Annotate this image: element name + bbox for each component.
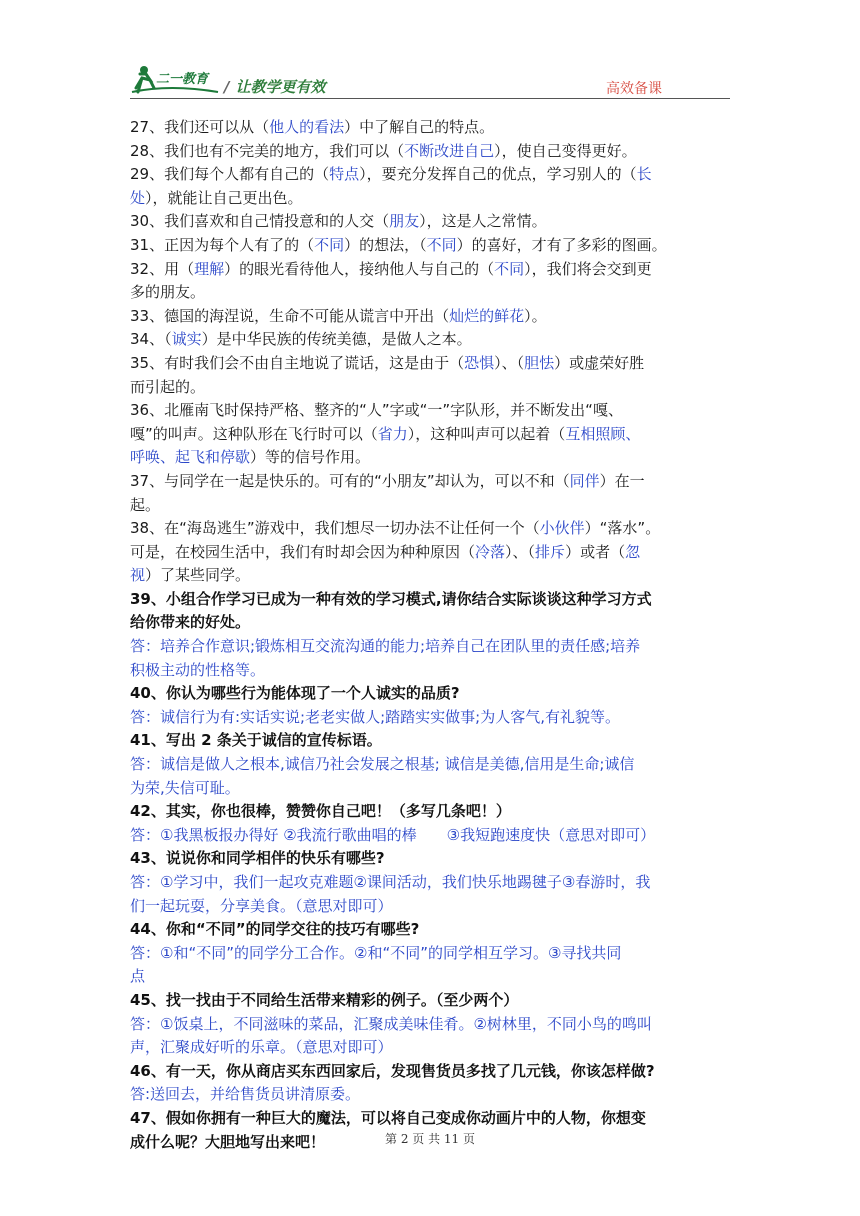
question-text: 42、其实，你也很棒，赞赞你自己吧！（多写几条吧！）	[130, 802, 511, 821]
answer-text: 声，汇聚成好听的乐章。（意思对即可）	[130, 1038, 393, 1057]
answer-text: 恐惧	[464, 353, 495, 372]
body-text: ），要充分发挥自己的优点，学习别人的（	[359, 165, 637, 184]
body-text: ）的喜好，才有了多彩的图画。	[456, 235, 667, 254]
text-line	[130, 1083, 734, 1107]
answer-text: 小伙伴	[539, 519, 585, 538]
body-text: ）的眼光看待他人，接纳他人与自己的（	[224, 259, 495, 278]
body-text: 32、用（	[130, 259, 195, 278]
text-line	[130, 305, 734, 329]
body-text: ）或虚荣好胜	[554, 353, 645, 372]
body-text: ），使自己变得更好。	[494, 141, 637, 160]
answer-text: 排斥	[535, 542, 566, 561]
body-text: 嘎”的叫声。这种队形在飞行时可以（	[130, 424, 378, 443]
text-line	[130, 163, 734, 187]
text-line	[130, 895, 734, 919]
text-line	[130, 635, 734, 659]
body-text: 28、我们也有不完美的地方，我们可以（	[130, 141, 405, 160]
body-text: ）是中华民族的传统美德，是做人之本。	[201, 330, 472, 349]
text-line	[130, 824, 734, 848]
body-text: ）在一	[599, 471, 645, 490]
text-line	[130, 258, 734, 282]
text-line	[130, 871, 734, 895]
page-footer: 第 2 页 共 11 页	[385, 1132, 475, 1146]
answer-text: 互相照顾、	[565, 424, 641, 443]
answer-text: 答:送回去，并给售货员讲清原委。	[130, 1085, 361, 1104]
text-line	[130, 399, 734, 423]
body-text: ）的想法，（	[344, 235, 427, 254]
answer-text: 他人的看法	[269, 118, 345, 136]
text-line	[130, 847, 734, 871]
text-line	[130, 423, 734, 447]
body-text: 30、我们喜欢和自己情投意和的人交（	[130, 212, 390, 231]
body-text: 可是，在校园生活中，我们有时却会因为种种原因（	[130, 542, 476, 561]
text-line	[130, 352, 734, 376]
answer-text: 长	[636, 165, 652, 184]
question-text: 40、你认为哪些行为能体现了一个人诚实的品质?	[130, 684, 460, 703]
question-text: 44、你和“不同”的同学交往的技巧有哪些?	[130, 920, 420, 939]
text-line	[130, 376, 734, 400]
header-right-label: 高效备课	[606, 81, 662, 97]
answer-text: 理解	[194, 259, 225, 278]
text-line	[130, 281, 734, 305]
body-text: ）。	[524, 306, 547, 325]
question-text: 45、找一找由于不同给生活带来精彩的例子。（至少两个）	[130, 990, 519, 1009]
text-line	[130, 611, 734, 635]
body-text: ），这种叫声可以起着（	[407, 424, 566, 443]
text-line	[130, 918, 734, 942]
text-line	[130, 517, 734, 541]
text-line	[130, 777, 734, 801]
body-text: ）了某些同学。	[145, 566, 251, 585]
body-text: ），就能让自己更出色。	[145, 188, 303, 207]
header-divider	[130, 98, 730, 99]
answer-text: 省力	[377, 424, 408, 443]
document-body	[130, 116, 734, 1154]
body-text: 37、与同学在一起是快乐的。可有的“小朋友”却认为，可以不和（	[130, 471, 570, 490]
body-text: 34、（	[130, 330, 172, 349]
body-text: 27、我们还可以从（	[130, 118, 270, 136]
answer-text: 答：诚信是做人之根本,诚信乃社会发展之根基; 诚信是美德,信用是生命;诚信	[130, 755, 635, 774]
answer-text: 朋友	[389, 212, 420, 231]
answer-text: 答：①我黑板报办得好 ②我流行歌曲唱的棒 ③我短跑速度快（意思对即可）	[130, 825, 656, 844]
body-text: 31、正因为每个人有了的（	[130, 235, 315, 254]
text-line	[130, 682, 734, 706]
slogan-text: 让教学更有效	[235, 78, 326, 96]
answer-text: 答：①学习中，我们一起攻克难题②课间活动，我们快乐地踢毽子③春游时，我	[130, 873, 651, 891]
text-line	[130, 1036, 734, 1060]
text-line	[130, 494, 734, 518]
answer-text: 忽	[625, 542, 641, 561]
text-line	[130, 706, 734, 730]
answer-text: 不同	[426, 235, 457, 254]
slogan: / 让教学更有效	[224, 78, 326, 96]
text-line	[130, 942, 734, 966]
answer-text: 冷落	[475, 542, 506, 561]
text-line	[130, 564, 734, 588]
text-line	[130, 446, 734, 470]
question-text: 47、假如你拥有一种巨大的魔法，可以将自己变成你动画片中的人物，你想变	[130, 1108, 646, 1127]
text-line	[130, 1060, 734, 1084]
body-text: ）、（	[505, 542, 536, 561]
answer-text: 为荣,失信可耻。	[130, 778, 240, 797]
question-text: 43、说说你和同学相伴的快乐有哪些?	[130, 849, 385, 868]
answer-text: 特点	[329, 165, 360, 184]
body-text: 35、有时我们会不由自主地说了谎话，这是由于（	[130, 353, 465, 372]
text-line	[130, 659, 734, 683]
body-text: 而引起的。	[130, 377, 206, 396]
answer-text: 答：①和“不同”的同学分工合作。②和“不同”的同学相互学习。③寻找共同	[130, 943, 622, 962]
question-text: 41、写出 2 条关于诚信的宣传标语。	[130, 731, 382, 750]
body-text: 多的朋友。	[130, 283, 206, 302]
answer-text: 诚实	[171, 330, 202, 349]
answer-text: 不同	[494, 259, 525, 278]
answer-text: 处	[130, 188, 146, 207]
text-line	[130, 234, 734, 258]
page-header	[130, 62, 730, 98]
text-line	[130, 210, 734, 234]
question-text: 39、小组合作学习已成为一种有效的学习模式,请你结合实际谈谈这种学习方式	[130, 589, 652, 608]
answer-text: 不同	[314, 235, 345, 254]
text-line	[130, 187, 734, 211]
text-line	[130, 328, 734, 352]
answer-text: 胆怯	[524, 353, 555, 372]
body-text: 38、在“海岛逃生”游戏中，我们想尽一切办法不让任何一个（	[130, 519, 540, 538]
body-text: ）或者（	[565, 542, 626, 561]
answer-text: 答：培养合作意识;锻炼相互交流沟通的能力;培养自己在团队里的责任感;培养	[130, 637, 641, 656]
text-line	[130, 800, 734, 824]
answer-text: 视	[130, 566, 146, 585]
answer-text: 答：①饭桌上，不同滋味的菜品，汇聚成美味佳肴。②树林里，不同小鸟的鸣叫	[130, 1014, 652, 1033]
question-text: 46、有一天，你从商店买东西回家后，发现售货员多找了几元钱，你该怎样做?	[130, 1061, 655, 1080]
text-line	[130, 1107, 734, 1131]
answer-text: 积极主动的性格等。	[130, 660, 266, 679]
body-text: 起。	[130, 495, 161, 514]
body-text: 36、北雁南飞时保持严格、整齐的“人”字或“一”字队形，并不断发出“嘎、	[130, 401, 623, 420]
body-text: ）“落水”。	[584, 519, 661, 538]
text-line	[130, 588, 734, 612]
text-line	[130, 140, 734, 164]
answer-text: 答：诚信行为有:实话实说;老老实做人;踏踏实实做事;为人客气,有礼貌等。	[130, 707, 620, 726]
answer-text: 们一起玩耍，分享美食。（意思对即可）	[130, 896, 393, 915]
answer-text: 不断改进自己	[404, 141, 495, 160]
body-text: ），这是人之常情。	[419, 212, 547, 231]
text-line	[130, 116, 734, 140]
question-text: 给你带来的好处。	[130, 613, 251, 632]
body-text: 33、德国的海涅说，生命不可能从谎言中开出（	[130, 306, 450, 325]
text-line	[130, 470, 734, 494]
body-text: ）、（	[494, 353, 525, 372]
logo	[130, 62, 220, 96]
text-line	[130, 541, 734, 565]
text-line	[130, 753, 734, 777]
text-line	[130, 965, 734, 989]
logo-text: 二一教育	[156, 72, 209, 87]
body-text: ）等的信号作用。	[250, 448, 371, 467]
text-line	[130, 989, 734, 1013]
answer-text: 呼唤、起飞和停歇	[130, 448, 251, 467]
question-text: 成什么呢？大胆地写出来吧！	[130, 1132, 326, 1151]
text-line	[130, 729, 734, 753]
answer-text: 点	[130, 967, 146, 986]
text-line	[130, 1013, 734, 1037]
body-text: 29、我们每个人都有自己的（	[130, 165, 330, 184]
answer-text: 同伴	[569, 471, 600, 490]
body-text: ）中了解自己的特点。	[344, 118, 495, 136]
body-text: ），我们将会交到更	[524, 259, 652, 278]
answer-text: 灿烂的鲜花	[449, 306, 525, 325]
